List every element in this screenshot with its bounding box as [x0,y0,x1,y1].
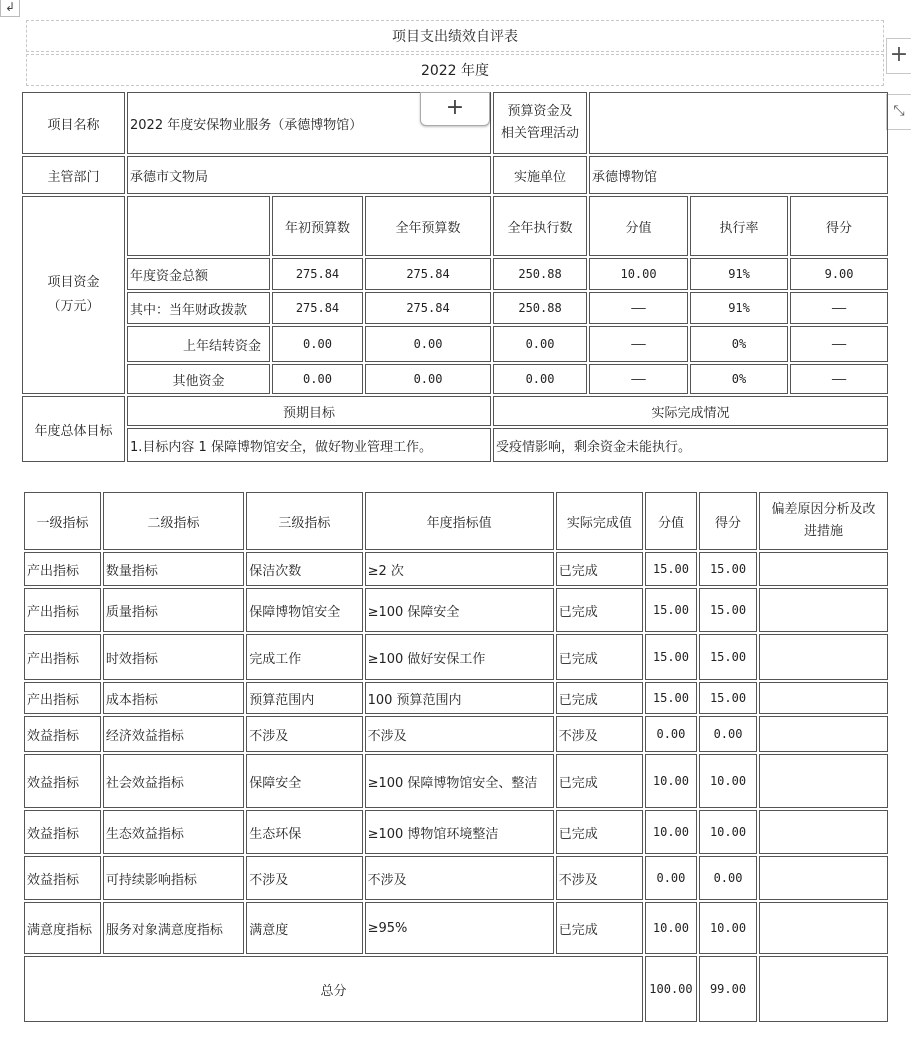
indicator-cell[interactable]: 保障博物馆安全 [246,588,362,632]
funds-cell[interactable]: 0.00 [272,326,363,362]
funds-header: 全年预算数 [365,196,491,256]
indicator-cell[interactable]: 满意度 [246,902,362,954]
funds-cell[interactable]: 0.00 [365,326,491,362]
indicator-cell[interactable]: 15.00 [699,634,757,680]
funds-header: 全年执行数 [493,196,587,256]
ind-header: 年度指标值 [365,492,554,550]
indicator-cell[interactable]: 0.00 [645,856,697,900]
funds-header: 得分 [790,196,888,256]
funds-cell[interactable]: 275.84 [272,258,363,290]
dept-value[interactable]: 承德市文物局 [127,156,491,194]
indicator-cell[interactable]: 生态效益指标 [103,810,244,854]
indicator-cell[interactable]: 产出指标 [24,682,101,714]
funds-cell[interactable]: 0.00 [365,364,491,394]
indicator-cell[interactable]: 10.00 [699,902,757,954]
indicator-cell[interactable]: 产出指标 [24,588,101,632]
indicator-cell[interactable]: ≥100 做好安保工作 [365,634,554,680]
indicator-cell[interactable]: 已完成 [556,682,643,714]
total-score[interactable]: 100.00 [645,956,697,1022]
indicator-row [24,682,888,714]
funds-cell[interactable]: 10.00 [589,258,688,290]
total-got[interactable]: 99.00 [699,956,757,1022]
ind-header: 一级指标 [24,492,101,550]
funds-row-name: 上年结转资金 [127,326,270,362]
indicator-cell[interactable]: 经济效益指标 [103,716,244,752]
indicator-cell[interactable]: 成本指标 [103,682,244,714]
impl-label: 实施单位 [493,156,587,194]
funds-cell[interactable]: 275.84 [272,292,363,324]
indicator-cell[interactable]: 不涉及 [556,856,643,900]
budget-value[interactable] [589,92,888,154]
indicator-cell[interactable]: 产出指标 [24,552,101,586]
indicator-cell[interactable]: 10.00 [645,754,697,808]
funds-row-name: 年度资金总额 [127,258,270,290]
indicator-cell[interactable]: ≥2 次 [365,552,554,586]
indicator-cell[interactable]: 预算范围内 [246,682,362,714]
indicator-cell[interactable]: 社会效益指标 [103,754,244,808]
indicator-cell[interactable] [759,588,888,632]
ind-header: 分值 [645,492,697,550]
ind-header-deviation-line2: 进措施 [804,524,844,539]
ind-header-deviation-line1: 偏差原因分析及改 [771,502,876,517]
funds-header: 分值 [589,196,688,256]
ind-header: 二级指标 [103,492,244,550]
actual-result-header: 实际完成情况 [493,396,888,426]
actual-result-text[interactable]: 受疫情影响，剩余资金未能执行。 [493,428,888,462]
indicator-cell[interactable]: 已完成 [556,588,643,632]
indicator-cell[interactable]: 生态环保 [246,810,362,854]
indicator-cell[interactable]: 效益指标 [24,810,101,854]
indicator-cell[interactable]: 10.00 [699,754,757,808]
indicator-cell[interactable]: 不涉及 [365,716,554,752]
indicator-cell[interactable]: 0.00 [645,716,697,752]
indicator-cell[interactable]: 15.00 [645,552,697,586]
funds-cell[interactable]: 9.00 [790,258,888,290]
indicator-cell[interactable]: 已完成 [556,902,643,954]
indicator-row [24,634,888,680]
funds-cell[interactable]: 0% [690,364,788,394]
indicator-cell[interactable]: 15.00 [699,588,757,632]
funds-cell[interactable]: —— [589,364,688,394]
indicator-cell[interactable]: 10.00 [645,902,697,954]
funds-cell[interactable]: 275.84 [365,258,491,290]
indicator-row [24,810,888,854]
indicator-row [24,754,888,808]
total-note[interactable] [759,956,888,1022]
funds-header: 执行率 [690,196,788,256]
indicator-cell[interactable]: 满意度指标 [24,902,101,954]
indicator-cell[interactable]: 已完成 [556,810,643,854]
indicator-cell[interactable]: 15.00 [699,682,757,714]
indicator-cell[interactable] [759,856,888,900]
indicator-cell[interactable]: 不涉及 [365,856,554,900]
indicator-cell[interactable]: 已完成 [556,634,643,680]
indicator-cell[interactable] [759,902,888,954]
indicator-cell[interactable]: 不涉及 [246,716,362,752]
total-label: 总分 [24,956,643,1022]
indicator-cell[interactable]: 不涉及 [246,856,362,900]
funds-cell[interactable]: —— [589,326,688,362]
indicator-cell[interactable] [759,552,888,586]
indicator-row [24,588,888,632]
indicator-row [24,856,888,900]
funds-header-blank [127,196,270,256]
indicator-cell[interactable]: 15.00 [645,588,697,632]
funds-cell[interactable]: 250.88 [493,258,587,290]
indicator-cell[interactable]: 效益指标 [24,716,101,752]
indicator-cell[interactable] [759,754,888,808]
dept-label: 主管部门 [22,156,125,194]
budget-label-line1: 预算资金及 [507,104,573,119]
resize-icon[interactable]: ⤡ [886,94,911,130]
indicator-cell[interactable]: 产出指标 [24,634,101,680]
indicator-cell[interactable]: 15.00 [645,634,697,680]
indicator-cell[interactable]: ≥95% [365,902,554,954]
indicator-row [24,552,888,586]
funds-cell[interactable]: —— [589,292,688,324]
page-title: 项目支出绩效自评表 [26,20,884,52]
indicator-cell[interactable]: 0.00 [699,856,757,900]
indicator-cell[interactable]: 10.00 [645,810,697,854]
indicator-row [24,902,888,954]
indicator-cell[interactable]: ≥100 保障安全 [365,588,554,632]
year-label: 2022 年度 [26,54,884,86]
expected-goal-text[interactable]: 1.目标内容 1 保障博物馆安全，做好物业管理工作。 [127,428,491,462]
indicator-cell[interactable]: ≥100 保障博物馆安全、整洁 [365,754,554,808]
funds-label-line1: 项目资金 [47,275,100,290]
indicator-cell[interactable]: 已完成 [556,754,643,808]
indicator-cell[interactable]: 服务对象满意度指标 [103,902,244,954]
indicator-cell[interactable]: 0.00 [699,716,757,752]
funds-row-name: 其中：当年财政拨款 [127,292,270,324]
funds-row-name: 其他资金 [127,364,270,394]
funds-cell[interactable]: 0.00 [493,326,587,362]
budget-label-line2: 相关管理活动 [501,126,580,141]
indicator-cell[interactable]: 可持续影响指标 [103,856,244,900]
indicator-cell[interactable]: 数量指标 [103,552,244,586]
indicator-cell[interactable]: 保洁次数 [246,552,362,586]
main-table [20,90,890,464]
indicator-cell[interactable]: 效益指标 [24,856,101,900]
add-row-plus-icon[interactable]: + [420,92,490,126]
indicator-cell[interactable] [759,682,888,714]
expected-goal-header: 预期目标 [127,396,491,426]
ind-header: 三级指标 [246,492,362,550]
budget-label [493,92,587,154]
funds-label-line2: （万元） [47,299,100,314]
funds-label [22,196,125,394]
ind-header-deviation [759,492,888,550]
project-name-value[interactable]: 2022 年度安保物业服务（承德博物馆） [127,92,491,154]
funds-cell[interactable]: —— [790,326,888,362]
ind-header: 得分 [699,492,757,550]
funds-cell[interactable]: 275.84 [365,292,491,324]
indicator-cell[interactable]: 保障安全 [246,754,362,808]
indicator-cell[interactable] [759,810,888,854]
funds-cell[interactable]: —— [790,364,888,394]
indicator-cell[interactable]: ≥100 博物馆环境整洁 [365,810,554,854]
indicator-cell[interactable]: 质量指标 [103,588,244,632]
indicator-cell[interactable]: 时效指标 [103,634,244,680]
impl-value[interactable]: 承德博物馆 [589,156,888,194]
indicator-cell[interactable]: 不涉及 [556,716,643,752]
indicator-cell[interactable]: 15.00 [645,682,697,714]
indicator-row [24,716,888,752]
funds-cell[interactable]: 91% [690,258,788,290]
goals-label: 年度总体目标 [22,396,125,462]
indicator-rows [24,552,888,954]
funds-cell[interactable]: 91% [690,292,788,324]
indicator-cell[interactable] [759,716,888,752]
indicator-cell[interactable]: 已完成 [556,552,643,586]
indicator-cell[interactable]: 完成工作 [246,634,362,680]
funds-cell[interactable]: —— [790,292,888,324]
indicator-cell[interactable] [759,634,888,680]
indicator-cell[interactable]: 15.00 [699,552,757,586]
funds-cell[interactable]: 0.00 [493,364,587,394]
indicator-cell[interactable]: 效益指标 [24,754,101,808]
funds-header: 年初预算数 [272,196,363,256]
funds-cell[interactable]: 0.00 [272,364,363,394]
project-name-label: 项目名称 [22,92,125,154]
add-column-plus-icon[interactable]: + [886,38,911,74]
indicator-cell[interactable]: 100 预算范围内 [365,682,554,714]
move-handle-icon[interactable]: ↲ [0,0,20,17]
funds-cell[interactable]: 0% [690,326,788,362]
indicators-table [22,490,890,1024]
indicator-cell[interactable]: 10.00 [699,810,757,854]
header-table [24,18,886,88]
ind-header: 实际完成值 [556,492,643,550]
funds-cell[interactable]: 250.88 [493,292,587,324]
